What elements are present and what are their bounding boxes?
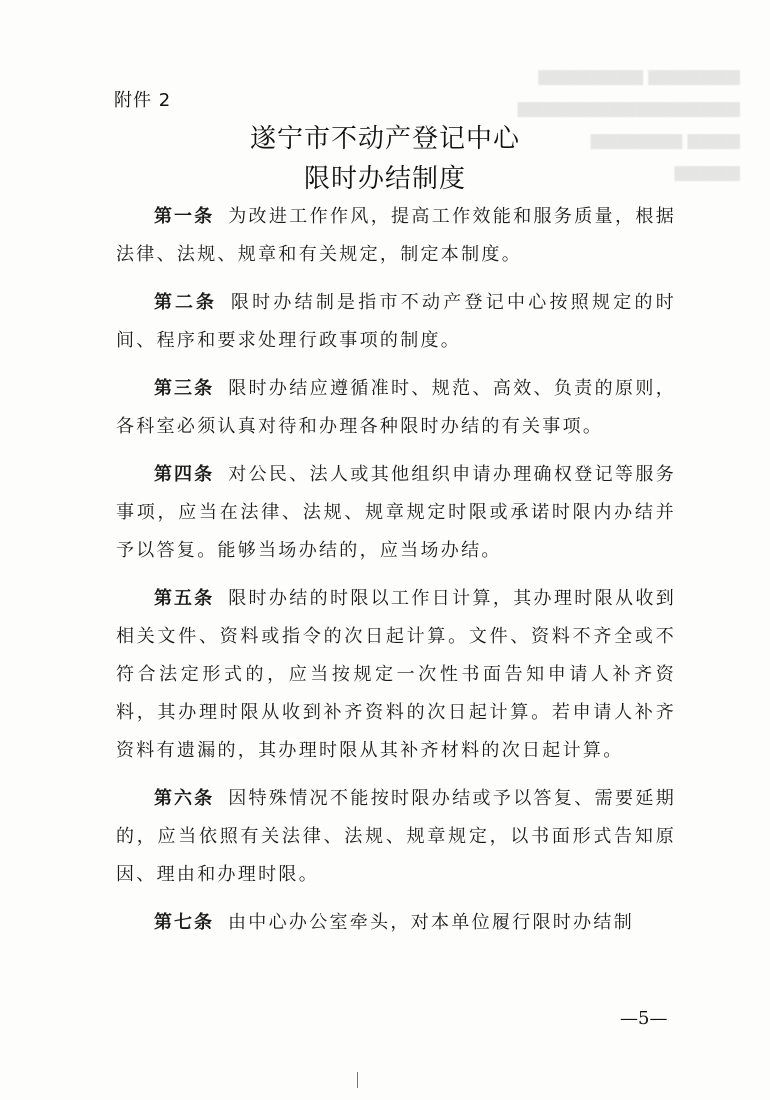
article-text: 限时办结制是指市不动产登记中心按照规定的时间、程序和要求处理行政事项的制度。 <box>116 292 676 351</box>
article-text: 限时办结的时限以工作日计算，其办理时限从收到相关文件、资料或指令的次日起计算。文件、资料不齐全或不符合法定形式的，应当按规定一次性书面告知申请人补齐资料，其办理时限从收到补齐资料的次日起计算。若申请人补齐资料有遗漏的，其办理时限从其补齐材料的次日起计算。 <box>116 588 677 761</box>
article-number: 第六条 <box>154 788 215 809</box>
article-number: 第二条 <box>154 292 217 313</box>
article-2 <box>116 284 676 360</box>
article-text: 对公民、法人或其他组织申请办理确权登记等服务事项，应当在法律、法规、规章规定时限或承诺时限内办结并予以答复。能够当场办结的，应当场办结。 <box>116 464 677 561</box>
article-number: 第五条 <box>154 588 215 609</box>
article-3 <box>116 370 676 446</box>
article-1 <box>116 198 676 274</box>
article-text: 限时办结应遵循准时、规范、高效、负责的原则，各科室必须认真对待和办理各种限时办结的有关事项。 <box>116 378 677 437</box>
scan-artifact-mark <box>357 1072 358 1088</box>
article-number: 第一条 <box>154 206 215 227</box>
article-text: 由中心办公室牵头，对本单位履行限时办结制 <box>228 912 634 933</box>
article-6 <box>116 780 676 894</box>
bleed-through-shadow: ▆▆▆▆▆▆▆ ▆▆▆▆▆▆▆▆ ▆▆▆▆▆▆▆▆▆▆▆▆▆▆▆▆▆ ▆▆▆▆ ▆▆▆▆▆▆▆ ▆▆▆▆▆ <box>517 66 740 182</box>
document-title-line2: 限时办结制度 <box>303 164 466 194</box>
page-number: —5— <box>620 1008 668 1029</box>
article-7 <box>116 904 676 942</box>
article-text: 因特殊情况不能按时限办结或予以答复、需要延期的，应当依照有关法律、法规、规章规定，以书面形式告知原因、理由和办理时限。 <box>116 788 677 885</box>
article-number: 第四条 <box>154 464 215 485</box>
attachment-label: 附件 2 <box>114 90 172 111</box>
article-4 <box>116 456 676 570</box>
article-number: 第三条 <box>154 378 215 399</box>
article-number: 第七条 <box>154 912 214 933</box>
document-body <box>116 198 676 952</box>
document-title-line1: 遂宁市不动产登记中心 <box>249 124 520 154</box>
article-text: 为改进工作作风，提高工作效能和服务质量，根据法律、法规、规章和有关规定，制定本制度。 <box>116 206 677 265</box>
article-5 <box>116 580 676 770</box>
